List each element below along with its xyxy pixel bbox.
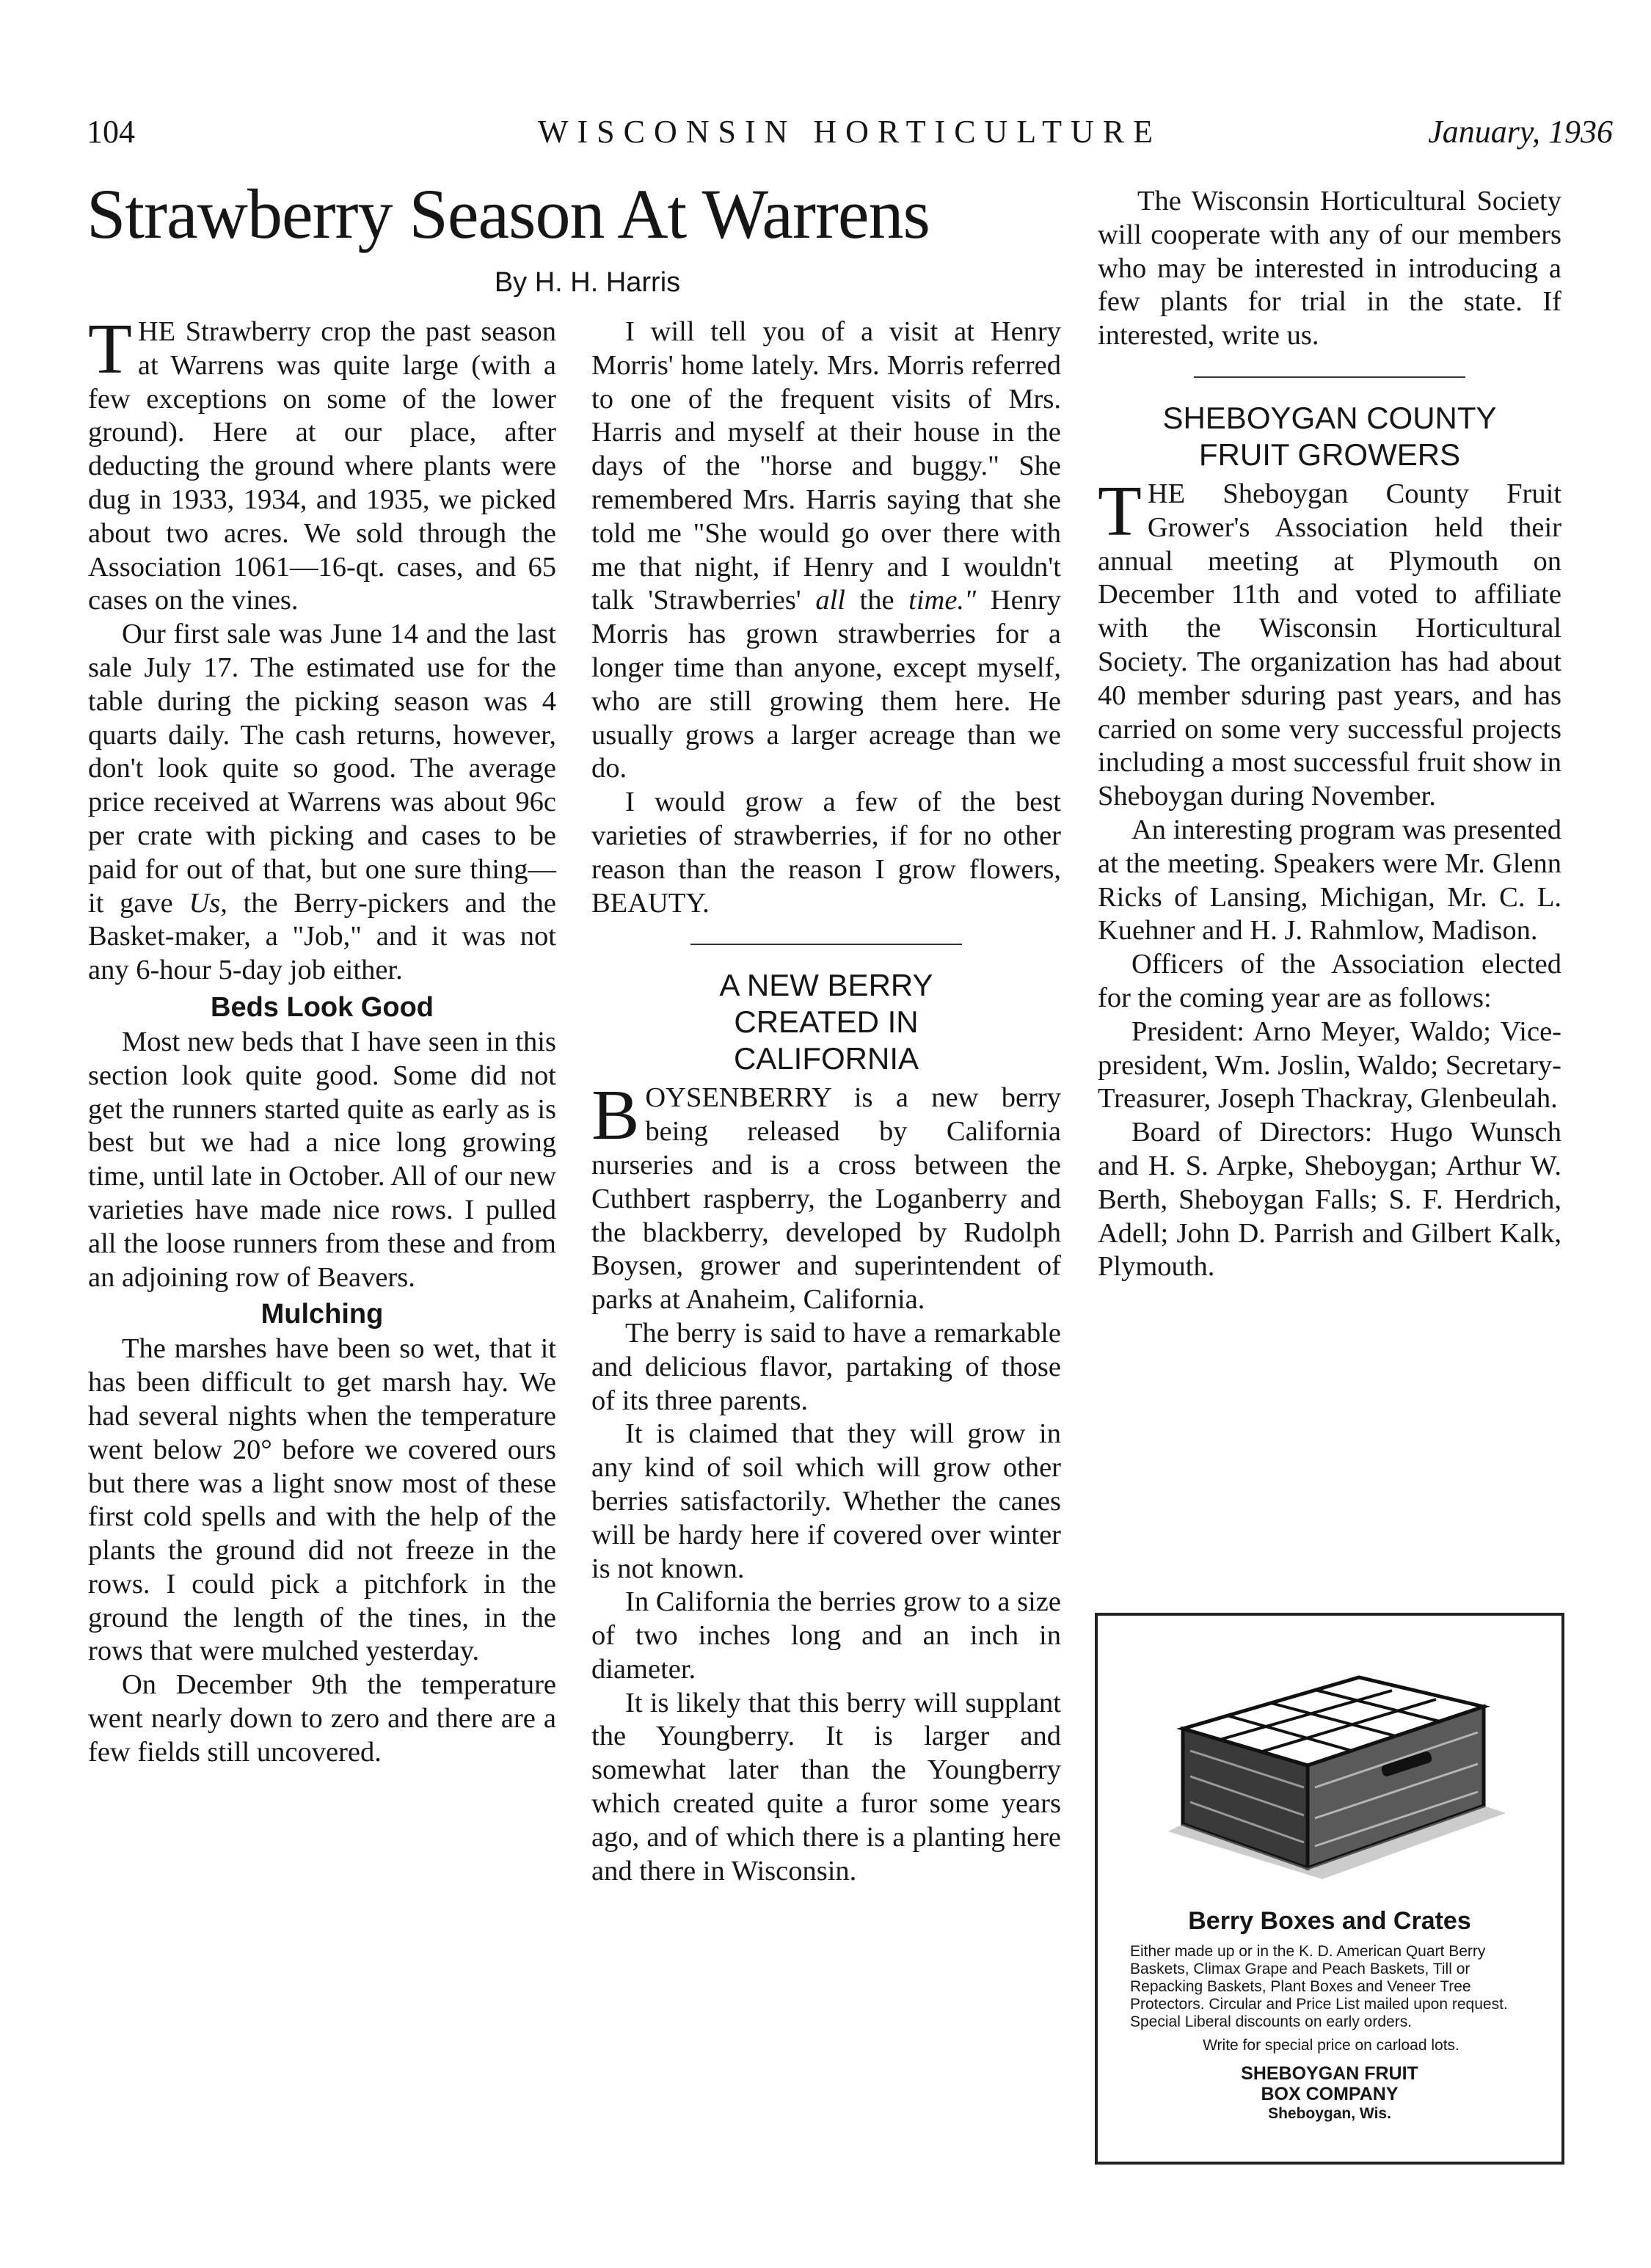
divider — [1194, 376, 1465, 378]
paragraph: Officers of the Association elected for the coming year are as follows: — [1098, 949, 1561, 1013]
paragraph: I will tell you of a visit at Henry Morris' home lately. Mrs. Morris referred to one of the frequent visits of Mrs. Harris and myself at their house in the days of the "horse and buggy." She remembered Mrs. Harris saying that she told me "She would go over there with me that night, if Henry and I wouldn't talk 'Strawberries' all the time." Henry Morris has grown strawberries for a longer time than anyone, except myself, who are still growing them here. He usually grows a larger acreage than we do. — [591, 316, 1061, 784]
paragraph: It is likely that this berry will supplant the Youngberry. It is larger and somewhat later than the Youngberry which created quite a furor some years ago, and of which there is a planting here and there in Wisconsin. — [591, 1687, 1061, 1886]
column-1 — [88, 310, 556, 1770]
page-number: 104 — [87, 114, 135, 150]
paragraph: Most new beds that I have seen in this section look quite good. Some did not get the runners started quite as early as is best but we had a nice long growing time, until late in October. All of our new varieties have made nice rows. I pulled all the loose runners from these and from an adjoining row of Beavers. — [88, 1026, 556, 1293]
column-2 — [591, 316, 1061, 1888]
advert-offer: Write for special price on carload lots. — [1203, 2037, 1459, 2054]
paragraph: In California the berries grow to a size of two inches long and an inch in diameter. — [591, 1586, 1061, 1685]
issue-date: January, 1936 — [1428, 114, 1613, 150]
subheading: Mulching — [260, 1299, 384, 1330]
paragraph: Our first sale was June 14 and the last sale July 17. The estimated use for the table during the picking season was 4 quarts daily. The cash returns, however, don't look quite so good. The average price received at Warrens was about 96c per crate with picking and cases to be paid for out of that, but one sure thing—it gave Us, the Berry-pickers and the Basket-maker, a "Job," and it was not any 6-hour 5-day job either. — [88, 619, 556, 986]
advert-description: Either made up or in the K. D. American Quart Berry Baskets, Climax Grape and Peach Baskets, Till or Repacking Baskets, Plant Boxes and Veneer Tree Protectors. Circular and Price List mailed upon request. Special Liberal discounts on early orders. — [1130, 1943, 1508, 2030]
paragraph: The berry is said to have a remarkable and delicious flavor, partaking of those of its three parents. — [591, 1317, 1061, 1416]
subheading: Beds Look Good — [211, 991, 434, 1023]
drop-cap: T — [88, 310, 132, 389]
advert-city: Sheboygan, Wis. — [1268, 2105, 1391, 2122]
berry-crate-illustration — [1139, 1648, 1520, 1890]
running-head — [87, 110, 1613, 154]
advert-body — [1098, 1936, 1561, 2054]
paragraph: An interesting program was presented at the meeting. Speakers were Mr. Glenn Ricks of Lansing, Michigan, Mr. C. L. Kuehner and H. J. Rahmlow, Madison. — [1098, 814, 1561, 947]
paragraph: THE Sheboygan County Fruit Grower's Association held their annual meeting at Plymouth on December 11th and voted to affiliate with the Wisconsin Horticultural Society. The organization has had about 40 member sduring past years, and has carried on some very successful projects including a most successful fruit show in Sheboygan during November. — [1098, 471, 1561, 812]
section-heading: SHEBOYGAN COUNTY FRUIT GROWERS — [1162, 400, 1497, 472]
paragraph: THE Strawberry crop the past season at Warrens was quite large (with a few exceptions on some of the lower ground). Here at our place, after deducting the ground where plants were dug in 1933, 1934, and 1935, we picked about two acres. We sold through the Association 1061—16-qt. cases, and 65 cases on the vines. — [88, 310, 556, 616]
advertisement — [1095, 1613, 1564, 2165]
notice-text: The Wisconsin Horticultural Society will cooperate with any of our members who may be interested in introducing a few plants for trial in the state. If interested, write us. — [1098, 186, 1561, 351]
drop-cap: T — [1098, 471, 1142, 551]
article-byline: By H. H. Harris — [494, 267, 681, 298]
article-title: Strawberry Season At Warrens — [87, 175, 930, 253]
drop-cap: B — [591, 1076, 640, 1156]
column-3 — [1098, 185, 1561, 1284]
journal-title: WISCONSIN HORTICULTURE — [537, 114, 1162, 150]
paragraph: On December 9th the temperature went nearly down to zero and there are a few fields still uncovered. — [88, 1669, 556, 1768]
paragraph: I would grow a few of the best varieties of strawberries, if for no other reason than the reason I grow flowers, BEAUTY. — [591, 787, 1061, 919]
paragraph: The marshes have been so wet, that it has been difficult to get marsh hay. We had several nights when the temperature went below 20° before we covered ours but there was a light snow most of these first cold spells and with the help of the plants the ground did not freeze in the rows. I could pick a pitchfork in the ground the length of the tines, in the rows that were mulched yesterday. — [88, 1333, 556, 1667]
section-heading: A NEW BERRY CREATED IN CALIFORNIA — [719, 968, 933, 1076]
paragraph: President: Arno Meyer, Waldo; Vice-president, Wm. Joslin, Waldo; Secretary-Treasurer, Joseph Thackray, Glenbeulah. — [1098, 1016, 1561, 1115]
paragraph: Board of Directors: Hugo Wunsch and H. S. Arpke, Sheboygan; Arthur W. Berth, Sheboygan Falls; S. F. Herdrich, Adell; John D. Parrish and Gilbert Kalk, Plymouth. — [1098, 1117, 1561, 1283]
advert-company: SHEBOYGAN FRUIT BOX COMPANY — [1241, 2063, 1418, 2104]
paragraph: It is claimed that they will grow in any kind of soil which will grow other berries satisfactorily. Whether the canes will be hardy here if covered over winter is not known. — [591, 1418, 1061, 1584]
paragraph: BOYSENBERRY is a new berry being released by California nurseries and is a cross between the Cuthbert raspberry, the Loganberry and the blackberry, developed by Rudolph Boysen, grower and superintendent of parks at Anaheim, California. — [591, 1076, 1061, 1316]
divider — [690, 944, 962, 945]
advert-title: Berry Boxes and Crates — [1188, 1907, 1471, 1935]
